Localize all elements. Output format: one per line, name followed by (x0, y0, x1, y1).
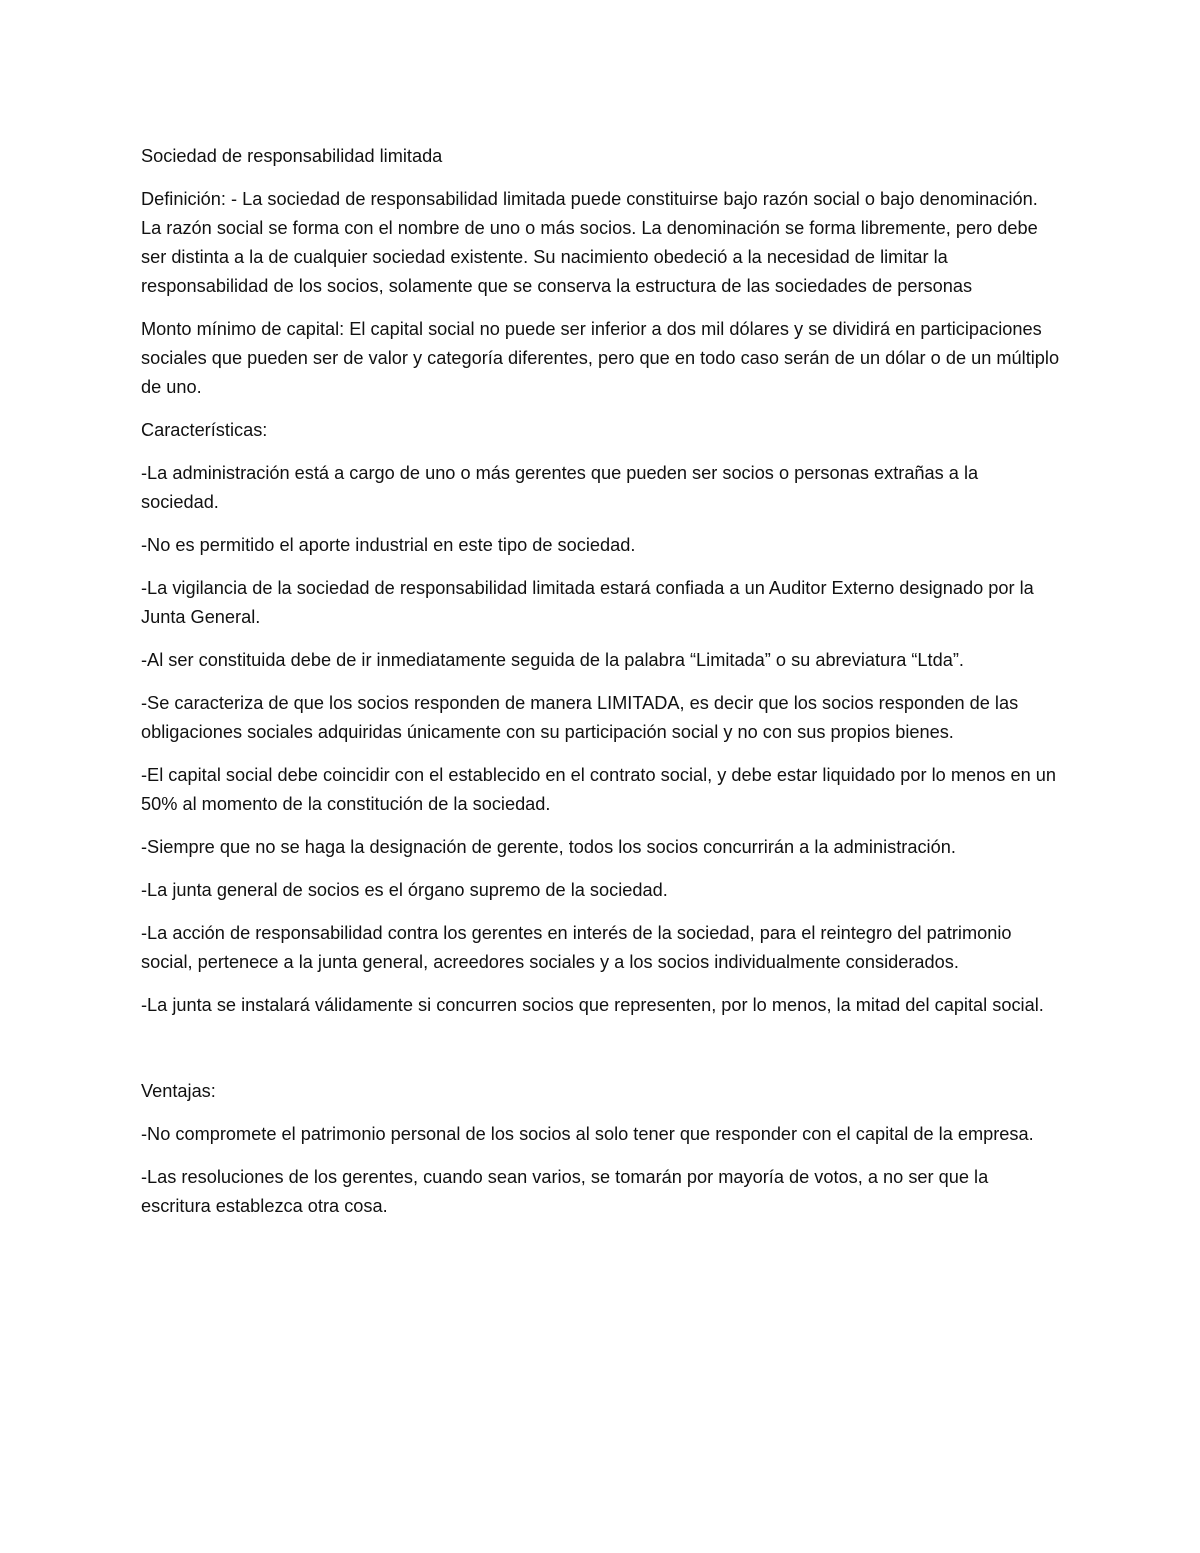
document-title: Sociedad de responsabilidad limitada (141, 146, 443, 166)
characteristic-item: -No es permitido el aporte industrial en este tipo de sociedad. (141, 535, 636, 555)
characteristic-item: -La vigilancia de la sociedad de responsabilidad limitada estará confiada a un Auditor Externo designado por la Junta General. (141, 578, 1034, 627)
characteristic-item: -El capital social debe coincidir con el establecido en el contrato social, y debe estar liquidado por lo menos en un 50% al momento de la constitución de la sociedad. (141, 765, 1056, 814)
characteristic-item: -Se caracteriza de que los socios responden de manera LIMITADA, es decir que los socios responden de las obligaciones sociales adquiridas únicamente con su participación social y no con sus propios bienes. (141, 693, 1019, 742)
characteristic-item: -La acción de responsabilidad contra los gerentes en interés de la sociedad, para el reintegro del patrimonio social, pertenece a la junta general, acreedores sociales y a los socios individualmente considerados. (141, 923, 1012, 972)
advantage-item: -Las resoluciones de los gerentes, cuando sean varios, se tomarán por mayoría de votos, a no ser que la escritura establezca otra cosa. (141, 1167, 989, 1216)
characteristic-item: -Al ser constituida debe de ir inmediatamente seguida de la palabra “Limitada” o su abreviatura “Ltda”. (141, 650, 964, 670)
characteristic-item: -La junta general de socios es el órgano supremo de la sociedad. (141, 880, 668, 900)
characteristic-item: -La administración está a cargo de uno o más gerentes que pueden ser socios o personas extrañas a la sociedad. (141, 463, 979, 512)
characteristic-item: -Siempre que no se haga la designación de gerente, todos los socios concurrirán a la administración. (141, 837, 956, 857)
characteristics-heading: Características: (141, 420, 268, 440)
definition-paragraph: Definición: - La sociedad de responsabilidad limitada puede constituirse bajo razón social o bajo denominación. La razón social se forma con el nombre de uno o más socios. La denominación se forma libremente, pero debe ser distinta a la de cualquier sociedad existente. Su nacimiento obedeció a la necesidad de limitar la responsabilidad de los socios, solamente que se conserva la estructura de las sociedades de personas (141, 189, 1038, 296)
blank-line (141, 1034, 1061, 1077)
advantage-item: -No compromete el patrimonio personal de los socios al solo tener que responder con el capital de la empresa. (141, 1124, 1034, 1144)
document-body (141, 142, 1061, 1235)
minimum-capital-paragraph: Monto mínimo de capital: El capital social no puede ser inferior a dos mil dólares y se dividirá en participaciones sociales que pueden ser de valor y categoría diferentes, pero que en todo caso serán de un dólar o de un múltiplo de uno. (141, 319, 1060, 397)
advantages-heading: Ventajas: (141, 1081, 216, 1101)
characteristic-item: -La junta se instalará válidamente si concurren socios que representen, por lo menos, la mitad del capital social. (141, 995, 1044, 1015)
